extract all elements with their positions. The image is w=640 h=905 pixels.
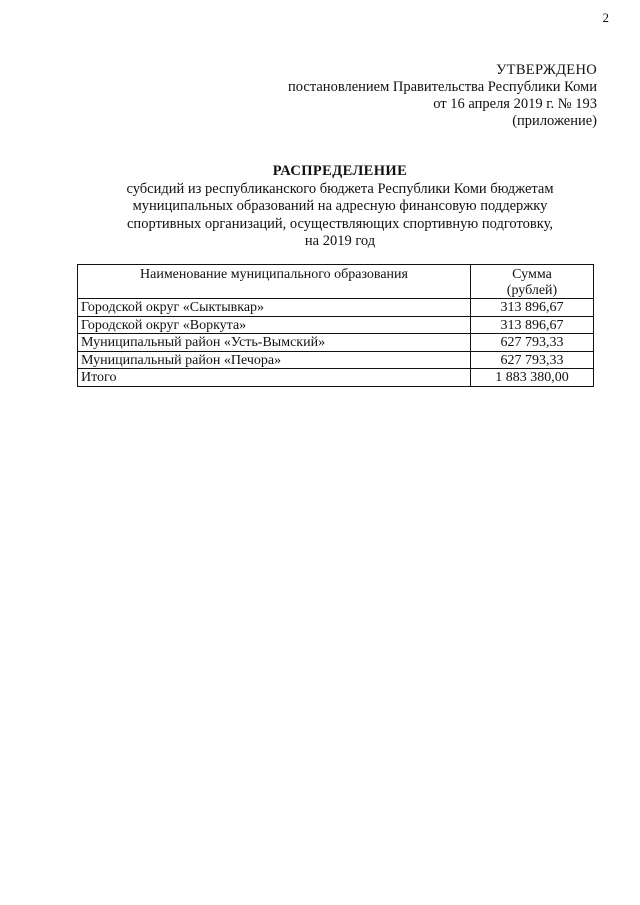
table-row: [78, 334, 594, 352]
row-sum: 313 896,67: [471, 316, 594, 334]
header-sum: [471, 265, 594, 299]
header-sum-unit: (рублей): [506, 282, 558, 298]
approval-appendix: (приложение): [512, 113, 597, 129]
document-subtitle-line-1: субсидий из республиканского бюджета Республики Коми бюджетам: [126, 180, 554, 197]
header-municipality-name: Наименование муниципального образования: [78, 265, 471, 299]
approval-block: [288, 62, 597, 130]
row-municipality-name: Городской округ «Сыктывкар»: [78, 299, 471, 317]
row-sum: 627 793,33: [471, 334, 594, 352]
document-subtitle-line-4: на 2019 год: [304, 233, 376, 249]
approval-authority: постановлением Правительства Республики Коми: [288, 79, 597, 95]
distribution-table: [77, 264, 594, 387]
document-subtitle-line-2: муниципальных образований на адресную финансовую поддержку: [132, 198, 548, 214]
header-sum-label: Сумма: [512, 267, 552, 282]
document-subtitle-line-3: спортивных организаций, осуществляющих спортивную подготовку,: [127, 215, 553, 232]
approval-title: УТВЕРЖДЕНО: [496, 62, 597, 78]
row-sum: 313 896,67: [471, 299, 594, 317]
row-municipality-name: Муниципальный район «Печора»: [78, 351, 471, 369]
page-number: 2: [602, 10, 609, 25]
table-total-row: [78, 369, 594, 387]
total-label: Итого: [78, 369, 471, 387]
row-municipality-name: Муниципальный район «Усть-Вымский»: [78, 334, 471, 352]
row-sum: 627 793,33: [471, 351, 594, 369]
table-row: [78, 351, 594, 369]
table-row: [78, 316, 594, 334]
table-row: [78, 299, 594, 317]
total-sum: 1 883 380,00: [471, 369, 594, 387]
row-municipality-name: Городской округ «Воркута»: [78, 316, 471, 334]
approval-date-number: от 16 апреля 2019 г. № 193: [433, 96, 597, 112]
table-header-row: [78, 265, 594, 299]
document-heading: РАСПРЕДЕЛЕНИЕ: [272, 163, 408, 179]
document-title-block: [60, 163, 620, 251]
